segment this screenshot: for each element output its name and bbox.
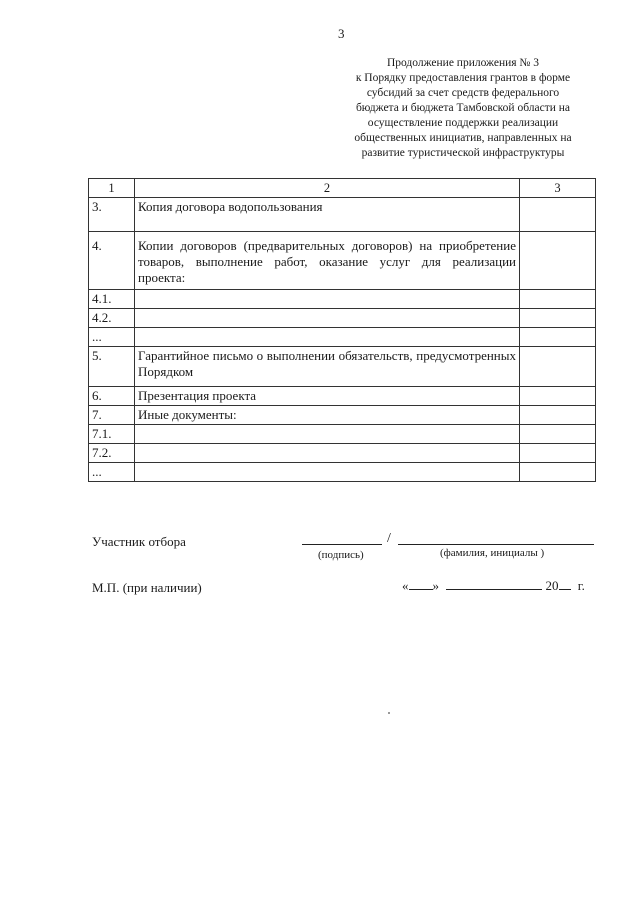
table-row — [89, 463, 596, 482]
table-row — [89, 198, 596, 232]
documents-table — [88, 178, 596, 482]
row-description — [135, 290, 520, 309]
year-blank — [559, 578, 571, 590]
row-number: 5. — [89, 347, 135, 387]
row-value — [520, 290, 596, 309]
header-note-line: бюджета и бюджета Тамбовской области на — [355, 102, 571, 114]
row-value — [520, 309, 596, 328]
row-value — [520, 347, 596, 387]
row-number: 3. — [89, 198, 135, 232]
header-note-line: общественных инициатив, направленных на — [354, 132, 572, 144]
row-number: 4. — [89, 232, 135, 290]
header-note-line: Продолжение приложения № 3 — [386, 57, 540, 69]
signature-caption: (подпись) — [318, 549, 364, 561]
row-value — [520, 387, 596, 406]
row-number: 4.1. — [89, 290, 135, 309]
table-row — [89, 347, 596, 387]
table-row — [89, 309, 596, 328]
header-cell-2: 2 — [135, 179, 520, 198]
row-value — [520, 406, 596, 425]
row-value — [520, 425, 596, 444]
row-number: ... — [89, 463, 135, 482]
header-note-line: к Порядку предоставления грантов в форме — [355, 72, 571, 84]
header-cell-1: 1 — [89, 179, 135, 198]
header-note-line: субсидий за счет средств федерального — [366, 87, 560, 99]
table-row — [89, 444, 596, 463]
row-description: Копия договора водопользования — [135, 198, 520, 232]
table-row — [89, 232, 596, 290]
row-description — [135, 425, 520, 444]
name-line — [398, 544, 594, 545]
row-value — [520, 232, 596, 290]
row-description — [135, 328, 520, 347]
name-caption: (фамилия, инициалы ) — [440, 547, 545, 559]
header-cell-3: 3 — [520, 179, 596, 198]
signature-separator: / — [387, 531, 391, 546]
row-description: Копии договоров (предварительных договоров) на приобретение товаров, выполнение работ, оказание услуг для реализации проекта: — [135, 232, 520, 290]
page-number: 3 — [338, 26, 345, 41]
row-description — [135, 463, 520, 482]
row-number: 4.2. — [89, 309, 135, 328]
table-row — [89, 425, 596, 444]
table-row — [89, 328, 596, 347]
header-note-line: развитие туристической инфраструктуры — [361, 147, 565, 159]
header-note — [330, 56, 596, 161]
month-blank — [446, 578, 542, 590]
header-note-line: осуществление поддержки реализации — [367, 117, 559, 129]
row-number: ... — [89, 328, 135, 347]
table-row — [89, 290, 596, 309]
year-prefix: 20 — [545, 578, 559, 593]
date-close-quote: » — [432, 578, 439, 593]
table-row — [89, 387, 596, 406]
day-blank — [409, 578, 433, 590]
row-value — [520, 198, 596, 232]
table-header-row — [89, 179, 596, 198]
row-number: 7.1. — [89, 425, 135, 444]
date-open-quote: « — [402, 578, 409, 593]
table-row — [89, 406, 596, 425]
row-number: 7. — [89, 406, 135, 425]
row-description: Иные документы: — [135, 406, 520, 425]
row-value — [520, 328, 596, 347]
signature-label: Участник отбора — [92, 534, 186, 549]
stamp-label: М.П. (при наличии) — [92, 580, 202, 595]
row-description — [135, 309, 520, 328]
row-value — [520, 463, 596, 482]
row-description — [135, 444, 520, 463]
row-value — [520, 444, 596, 463]
row-number: 7.2. — [89, 444, 135, 463]
year-suffix: г. — [577, 578, 585, 593]
date-line — [402, 578, 585, 594]
row-number: 6. — [89, 387, 135, 406]
row-description: Презентация проекта — [135, 387, 520, 406]
row-description: Гарантийное письмо о выполнении обязательств, предусмотренных Порядком — [135, 347, 520, 387]
signature-line — [302, 544, 382, 545]
scan-speck — [388, 712, 390, 714]
